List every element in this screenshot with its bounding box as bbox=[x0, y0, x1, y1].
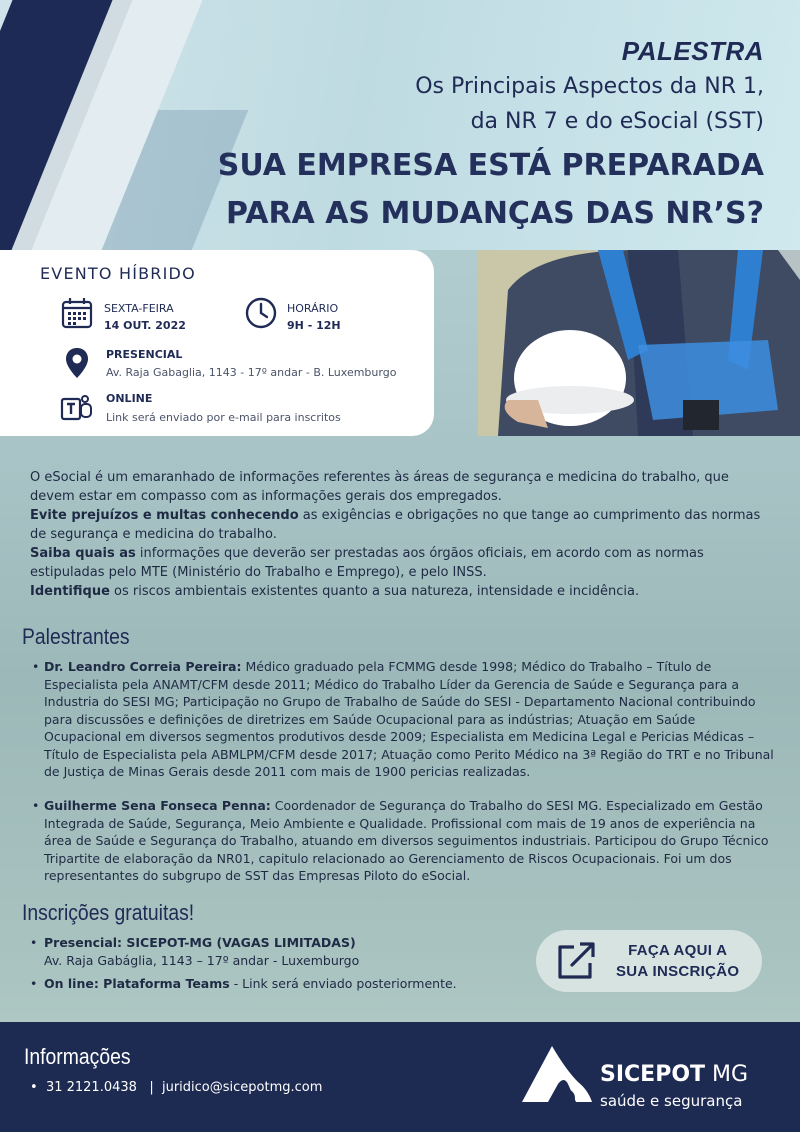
event-day: SEXTA-FEIRA bbox=[104, 302, 174, 315]
bullet: • bbox=[32, 798, 40, 813]
headline-line-1: SUA EMPRESA ESTÁ PREPARADA bbox=[217, 148, 764, 183]
intro-paragraph-1: O eSocial é um emaranhado de informações referentes às áreas de segurança e medicina do trabalho, que devem estar em compasso com as informações gerais dos empregados. bbox=[30, 470, 729, 504]
headline-line-2: PARA AS MUDANÇAS DAS NR’S? bbox=[226, 196, 764, 231]
intro-p3-emphasis: Saiba quais as bbox=[30, 546, 136, 561]
bullet: • bbox=[32, 659, 40, 674]
bullet: • bbox=[30, 1080, 46, 1095]
event-info-card bbox=[0, 250, 434, 436]
logo-name-suffix: MG bbox=[705, 1062, 749, 1087]
registration-online-label: On line: Plataforma Teams bbox=[44, 976, 230, 991]
speaker-name: Guilherme Sena Fonseca Penna: bbox=[44, 798, 271, 813]
footer-phone: 31 2121.0438 bbox=[45, 1080, 137, 1095]
event-time: 9H - 12H bbox=[287, 319, 341, 332]
footer-title: Informações bbox=[24, 1044, 131, 1069]
speaker-name: Dr. Leandro Correia Pereira: bbox=[44, 659, 242, 674]
logo-name-main: SICEPOT bbox=[600, 1062, 706, 1087]
footer-separator: | bbox=[149, 1080, 154, 1095]
bullet: • bbox=[30, 935, 38, 950]
footer bbox=[0, 1022, 800, 1132]
registration-online-detail: - Link será enviado posteriormente. bbox=[229, 976, 457, 991]
event-type-title: EVENTO HÍBRIDO bbox=[40, 264, 196, 283]
speaker-item bbox=[24, 658, 776, 781]
talk-subtitle-line-1: Os Principais Aspectos da NR 1, bbox=[415, 74, 764, 99]
teams-icon bbox=[60, 392, 94, 426]
separator bbox=[154, 1080, 162, 1095]
intro-p4-text: os riscos ambientais existentes quanto a sua natureza, intensidade e incidência. bbox=[109, 584, 640, 599]
presencial-label: PRESENCIAL bbox=[106, 348, 183, 361]
bullet: • bbox=[30, 976, 38, 991]
intro-p2-text: as exigências e obrigações no que tange ao cumprimento das normas de segurança e medicina do trabalho. bbox=[30, 508, 761, 542]
logo-name bbox=[600, 1062, 748, 1087]
clock-icon bbox=[244, 296, 278, 330]
footer-contact bbox=[30, 1080, 322, 1095]
sicepot-logo-icon bbox=[518, 1042, 596, 1114]
worker-with-helmet-illustration bbox=[478, 250, 800, 436]
speaker-item bbox=[24, 797, 776, 885]
intro-p4-emphasis: Identifique bbox=[30, 584, 110, 599]
header-text bbox=[218, 36, 764, 233]
register-button-label bbox=[616, 940, 739, 982]
online-detail: Link será enviado por e-mail para inscritos bbox=[106, 411, 341, 424]
registration-online bbox=[30, 975, 530, 993]
external-link-icon bbox=[554, 939, 598, 983]
worker-safety-photo bbox=[478, 250, 800, 436]
calendar-icon bbox=[60, 296, 94, 330]
intro-p2-emphasis: Evite prejuízos e multas conhecendo bbox=[30, 508, 299, 523]
registration-list bbox=[30, 934, 530, 999]
registration-presencial-address: Av. Raja Gabáglia, 1143 – 17º andar - Luxemburgo bbox=[44, 952, 360, 968]
speakers-section-title: Palestrantes bbox=[22, 624, 130, 649]
speaker-bio: Médico graduado pela FCMMG desde 1998; Médico do Trabalho – Título de Especialista pela ANAMT/CFM desde 2011; Médico do Trabalho Líder da Gerencia de Saúde e Segurança para a Industria do SESI MG; Participação no Grupo de Trabalho de Saúde do SESI - Departamento Nacional contribuindo para discussões e definições de diretrizes em Saúde Ocupacional para as indústrias; Atuação em Saúde Ocupacional em diversos segmentos produtivos desde 2009; Especialista em Medicina Legal e Pericias Médicas – Título de Especialista pela ABMLPM/CFM desde 2017; Atuação como Perito Médico na 3ª Região do TRT e no Tribunal de Justiça de Minas Gerais desde 2011 com mais de 1900 pericias realizadas. bbox=[44, 659, 774, 779]
register-button-line-1: FAÇA AQUI A bbox=[628, 942, 728, 959]
registration-presencial-label: Presencial: SICEPOT-MG (VAGAS LIMITADAS) bbox=[44, 935, 356, 950]
event-date: 14 OUT. 2022 bbox=[104, 319, 186, 332]
registration-presencial bbox=[30, 934, 530, 969]
register-button-line-2: SUA INSCRIÇÃO bbox=[616, 963, 740, 980]
speaker-bio: Coordenador de Segurança do Trabalho do SESI MG. Especializado em Gestão Integrada de Saúde, Segurança, Meio Ambiente e Qualidade. Profissional com mais de 19 anos de experiência na área de Saúde e Segurança do Trabalho, atuando em diversos seguimentos industriais. Participou do Grupo Técnico Tripartite de elaboração da NR01, capitulo relacionado ao Gerenciamento de Riscos Ocupacionais. Foi um dos representantes do subgrupo de SST das Empresas Piloto do eSocial. bbox=[44, 798, 769, 883]
logo-tagline: saúde e segurança bbox=[600, 1092, 743, 1110]
register-button[interactable] bbox=[536, 930, 762, 992]
online-label: ONLINE bbox=[106, 392, 153, 405]
footer-email[interactable]: juridico@sicepotmg.com bbox=[161, 1080, 323, 1095]
intro-text bbox=[30, 468, 770, 601]
event-time-label: HORÁRIO bbox=[287, 302, 339, 315]
intro-p3-text: informações que deverão ser prestadas aos órgãos oficiais, em acordo com as normas estipuladas pelo MTE (Ministério do Trabalho e Emprego), e pelo INSS. bbox=[30, 546, 704, 580]
talk-subtitle-line-2: da NR 7 e do eSocial (SST) bbox=[470, 109, 764, 134]
presencial-address: Av. Raja Gabaglia, 1143 - 17º andar - B. Luxemburgo bbox=[106, 366, 397, 379]
header-banner bbox=[0, 0, 800, 250]
location-pin-icon bbox=[60, 346, 94, 380]
event-kicker: PALESTRA bbox=[621, 36, 764, 66]
registration-section-title: Inscrições gratuitas! bbox=[22, 900, 195, 925]
